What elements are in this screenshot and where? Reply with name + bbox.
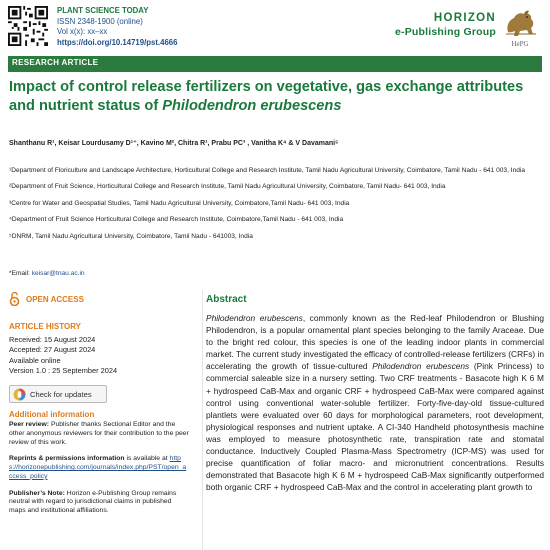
issn: ISSN 2348-1900 (online) xyxy=(57,16,143,26)
peer-review-text: Publisher thanks Sectional Editor and the other anonymous reviewers for their contribution to the peer review of this work. xyxy=(9,421,189,446)
article-history-heading: ARTICLE HISTORY xyxy=(9,322,82,331)
affiliation-item: ⁵DNRM, Tamil Nadu Agricultural University, Coimbatore, Tamil Nadu - 641003, India xyxy=(9,232,253,240)
check-for-updates-label: Check for updates xyxy=(30,389,92,399)
doi-link[interactable]: https://doi.org/10.14719/pst.4666 xyxy=(57,37,178,47)
volume: Vol x(x): xx–xx xyxy=(57,27,108,37)
additional-info-heading: Additional information xyxy=(9,410,95,420)
peer-review-note xyxy=(9,421,189,447)
affiliation-item: ³Centre for Water and Geospatial Studies, Tamil Nadu Agricultural University, Coimbatore,Tamil Nadu- 641 003, India xyxy=(9,199,350,207)
accepted-date: Accepted: 27 August 2024 xyxy=(9,344,96,354)
affiliation-item: ⁴Department of Fruit Science Horticultural College and Research Institute, Coimbatore,Tamil Nadu - 641 003, India xyxy=(9,216,344,224)
publisher-note xyxy=(9,490,189,516)
publisher-note-label: Publisher’s Note: xyxy=(9,489,65,497)
logo-text: HePG xyxy=(511,40,529,48)
available-online: Available online xyxy=(9,356,61,366)
abstract-text-b: (Pink Princess) to commercial saleable size in a nursery setting. Two CRF treatments - Basacote high K 6 M + hydrospeed CaB-Max and organic CRF + hydrospeed CaB-Max were compared against control using conventional water-soluble fertilizer. Forty-five-day-old tissue-cultured plantlets were evaluated over 60 days for morphological parameters, root development, physiological responses and nutrient uptake. A CI-340 Handheld photosynthesis machine was employed to measure photosynthetic rate, transpiration rate and stomatal conductance. Inductively Coupled Plasma-Mass Spectrometry (ICP-MS) was used for precise quantification of foliar macro- and micronutrient concentrations. Results demonstrated that Basacote high K 6 M + hydrospeed CaB-Max significantly outperformed both organic CRF + hydrospeed CaB-Max and the control in accelerating plant growth to xyxy=(206,361,544,493)
journal-title: PLANT SCIENCE TODAY xyxy=(57,6,149,15)
abstract-body xyxy=(206,312,544,493)
open-access-label: OPEN ACCESS xyxy=(26,294,84,304)
affiliation-item: ¹Department of Floriculture and Landscape Architecture, Horticultural College and Research Institute, Tamil Nadu Agricultural University, Coimbatore, Tamil Nadu - 641 003, India xyxy=(9,167,526,174)
reprints-text: is available at xyxy=(124,455,170,463)
article-history xyxy=(9,335,189,375)
abstract-species-2: Philodendron erubescens xyxy=(372,361,470,372)
publisher-note-text: Horizon e-Publishing Group remains neutral with regard to jurisdictional claims in published maps and institutional affiliations. xyxy=(9,489,177,514)
reprints-link[interactable]: https://horizonepublishing.com/journals/index.php/PST/open_access_policy xyxy=(9,455,187,480)
received-date: Received: 15 August 2024 xyxy=(9,335,96,344)
abstract-species: Philodendron erubescens xyxy=(206,313,303,323)
article-title xyxy=(9,78,544,116)
abstract-text-a: , commonly known as the Red-leaf Philodendron or Blushing Philodendron, is a popular ornamental plant species belonging to the family Araceae. Due to the bright red colour, this species is one of the leading indoor plants in commercial market. The current study investigated the efficacy of controlled-release fertilizers (CRFs) in accelerating the growth of tissue-cultured xyxy=(206,313,544,372)
email-link[interactable]: keisar@tnau.ac.in xyxy=(31,270,85,277)
publisher-logo xyxy=(500,6,540,48)
open-access-badge xyxy=(9,292,189,306)
journal-info xyxy=(57,6,177,48)
article-type-banner xyxy=(8,56,542,72)
reprints-note xyxy=(9,455,189,481)
lion-emblem-icon xyxy=(500,6,540,40)
affiliation-list xyxy=(9,166,539,248)
publisher-name xyxy=(395,12,496,38)
additional-info xyxy=(9,421,189,515)
title-species: Philodendron erubescens xyxy=(162,98,342,114)
check-for-updates-button[interactable] xyxy=(9,385,107,403)
reprints-label: Reprints & permissions information xyxy=(9,455,125,463)
publisher-line1: HORIZON xyxy=(433,12,496,24)
qr-code-icon xyxy=(8,6,48,46)
crossmark-icon xyxy=(13,388,26,401)
abstract-heading: Abstract xyxy=(206,294,247,305)
column-divider xyxy=(202,290,203,550)
publisher-line2: e-Publishing Group xyxy=(394,26,496,38)
article-type-label: RESEARCH ARTICLE xyxy=(12,58,99,67)
affiliation-item: ²Department of Fruit Science, Horticultural College and Research Institute, Tamil Nadu Agricultural University, Coimbatore, Tamil Nadu- 641 003, India xyxy=(9,183,446,191)
version-info: Version 1.0 : 25 September 2024 xyxy=(9,365,118,375)
open-lock-icon xyxy=(9,292,20,306)
author-list: Shanthanu R¹, Keisar Lourdusamy D¹⁺, Kavino M², Chitra R¹, Prabu PC³ , Vanitha K⁴ & V Davamani⁵ xyxy=(9,140,339,147)
peer-review-label: Peer review: xyxy=(9,421,50,429)
email-label: *Email: xyxy=(9,270,32,277)
title-main: Impact of control release fertilizers on vegetative, gas exchange attributes and nutrient status of xyxy=(9,79,524,114)
corresponding-email xyxy=(9,270,85,277)
article-sidebar xyxy=(9,292,189,524)
